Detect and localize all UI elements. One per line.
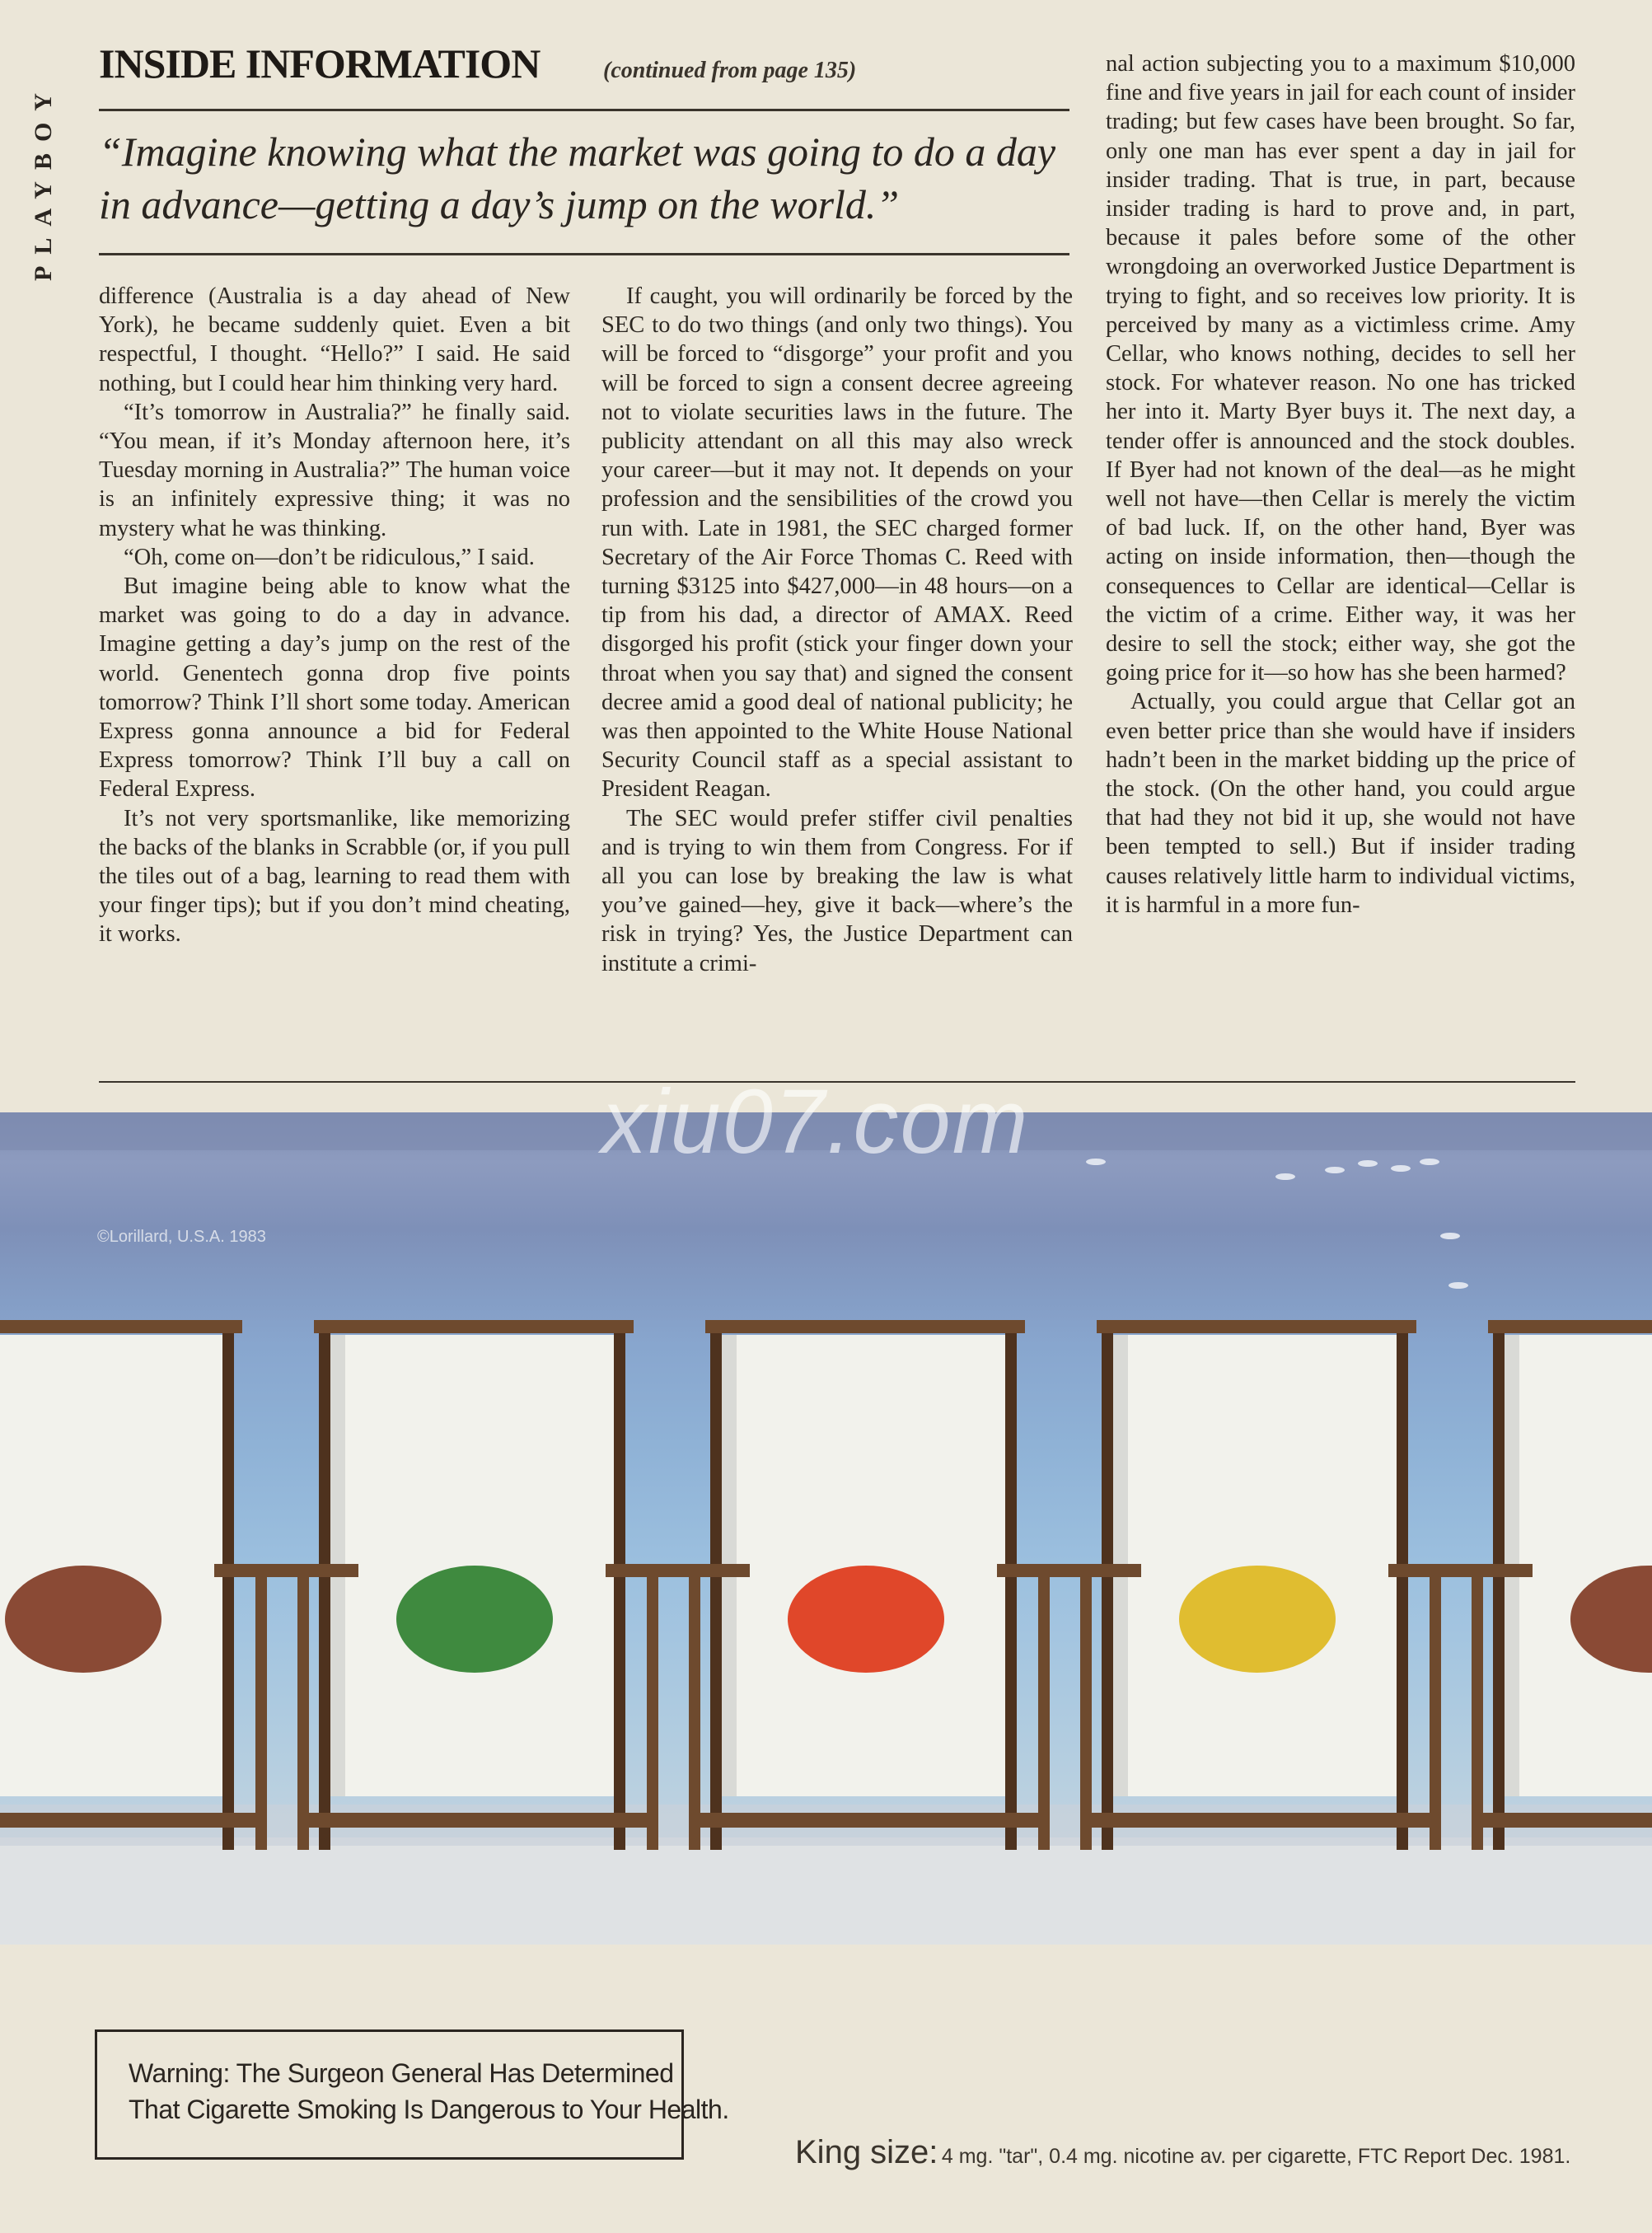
section-title: INSIDE INFORMATION	[99, 40, 541, 87]
chair-color-dot	[788, 1566, 944, 1673]
seagull	[1275, 1173, 1295, 1180]
chair-front-leg	[647, 1574, 658, 1850]
seagull	[1325, 1167, 1345, 1173]
article-paragraph: If caught, you will ordinarily be forced by the SEC to do two things (and only two things). You will be forced to “disgorge” your profit and you will be forced to sign a consent decree agreeing not to violate securities laws in the future. The publicity attendant on all this may also wreck your career—but it may not. It depends on your profession and the sensibilities of the crowd you run with. Late in 1981, the SEC charged former Secretary of the Air Force Thomas C. Reed with turning $3125 into $427,000—in 48 hours—on a tip from his dad, a director of AMAX. Reed disgorged his profit (stick your finger down your throat when you say that) and signed the consent decree amid a good deal of national publicity; he was then appointed to the White House National Security Council staff as a special assistant to President Reagan.	[601, 283, 1073, 803]
article-paragraph: The SEC would prefer stiffer civil penalties and is trying to win them from Congress. For if all you can lose by breaking the law is what you’ve gained—hey, give it back—where’s the risk in trying? Yes, the Justice Department can institute a crimi-	[601, 805, 1073, 976]
article-paragraph: Actually, you could argue that Cellar got an even better price than she would have if insiders hadn’t been in the market bidding up the price of the stock. (On the other hand, you could argue that had they not bid it up, she would not have been tempted to sell.) But if insider trading causes relatively little harm to individual victims, it is harmful in a more fun-	[1106, 689, 1575, 918]
article-paragraph: “Oh, come on—don’t be ridiculous,” I said.	[124, 544, 535, 570]
magazine-spine-label	[23, 45, 64, 317]
chair-rear-leg	[1102, 1322, 1113, 1850]
ad-copyright: ©Lorillard, U.S.A. 1983	[97, 1228, 266, 1246]
chair-top-bar	[1097, 1320, 1416, 1333]
article-column-3	[1106, 49, 1575, 920]
article-column-2	[601, 282, 1073, 978]
seagull	[1358, 1160, 1378, 1167]
watermark-text: xiu07.com	[601, 1071, 1030, 1173]
chair-armrest	[659, 1564, 750, 1577]
tar-label: King size:	[795, 2134, 938, 2170]
article-column-1	[99, 282, 570, 949]
chair-armrest	[268, 1564, 358, 1577]
seagull	[1448, 1282, 1468, 1289]
chair-front-leg	[1038, 1574, 1050, 1850]
chair-rear-leg	[319, 1322, 330, 1850]
surgeon-general-warning	[95, 2029, 729, 2160]
chair-rear-leg	[1005, 1322, 1017, 1850]
chair-rear-leg	[710, 1322, 722, 1850]
chair-front-leg	[689, 1574, 700, 1850]
chair-color-dot	[5, 1566, 161, 1673]
warning-line-2: That Cigarette Smoking Is Dangerous to Your Health.	[129, 2095, 729, 2124]
pull-quote: “Imagine knowing what the market was going to do a day in advance—getting a day’s jump on the world.”	[99, 129, 1056, 227]
seagull	[1086, 1159, 1106, 1165]
chair-fabric	[330, 1335, 614, 1796]
chair-fabric	[1113, 1335, 1397, 1796]
chair-top-bar	[705, 1320, 1025, 1333]
chair-front-leg	[1080, 1574, 1092, 1850]
chair-seat-bar	[700, 1813, 1046, 1828]
warning-line-1: Warning: The Surgeon General Has Determined	[129, 2058, 674, 2088]
article-paragraph: difference (Australia is a day ahead of New York), he became suddenly quiet. Even a bit respectful, I thought. “Hello?” I said. He said nothing, but I could hear him thinking very hard.	[99, 283, 570, 396]
chair-color-dot	[396, 1566, 553, 1673]
article-paragraph: nal action subjecting you to a maximum $10,000 fine and five years in jail for each count of insider trading; but few cases have been brought. So far, only one man has ever spent a day in jail for insider trading. That is true, in part, because insider trading is hard to prove and, in part, because it pales before some of the other wrongdoing an overworked Justice Department is trying to fight, and so receives low priority. It is perceived by many as a victimless crime. Amy Cellar, who knows nothing, decides to sell her stock. For whatever reason. No one has tricked her into it. Marty Byer buys it. The next day, a tender offer is announced and the stock doubles. If Byer had not known of the deal—as he might well not have—then Cellar is merely the victim of bad luck. If, on the other hand, Byer was acting on inside information, then—though the consequences to Cellar are identical—Cellar is the victim of a crime. Either way, it was her desire to sell the stock; either way, she got the going price for it—so how has she been harmed?	[1106, 51, 1575, 686]
continued-note: (continued from page 135)	[603, 58, 857, 83]
chair-color-dot	[1179, 1566, 1336, 1673]
chair-seat-bar	[1483, 1813, 1652, 1828]
chair-seat-bar	[1092, 1813, 1438, 1828]
chair-rear-leg	[1493, 1322, 1505, 1850]
chair-armrest	[1051, 1564, 1141, 1577]
chair-top-bar	[1488, 1320, 1652, 1333]
chair-rear-leg	[1397, 1322, 1408, 1850]
chair-fabric	[0, 1335, 222, 1796]
chair-top-bar	[314, 1320, 634, 1333]
chair-front-leg	[255, 1574, 267, 1850]
tar-nicotine-statement	[795, 2134, 1570, 2171]
chair-seat-bar	[0, 1813, 264, 1828]
chair-front-leg	[297, 1574, 309, 1850]
chair-fabric	[722, 1335, 1005, 1796]
chair-front-leg	[1430, 1574, 1441, 1850]
chair-rear-leg	[614, 1322, 625, 1850]
chair-group	[0, 1159, 1652, 1850]
article-paragraph: “It’s tomorrow in Australia?” he finally said. “You mean, if it’s Monday afternoon here, it’s Tuesday morning in Australia?” The human voice is an infinitely expressive thing; it was no mystery what he was thinking.	[99, 399, 570, 541]
article-paragraph: It’s not very sportsmanlike, like memorizing the backs of the blanks in Scrabble (or, if you pull the tiles out of a bag, learning to read them with your finger tips); but if you don’t mind cheating, it works.	[99, 805, 570, 948]
chair-seat-bar	[309, 1813, 655, 1828]
seagull	[1440, 1233, 1460, 1239]
chair-top-bar	[0, 1320, 242, 1333]
seagull	[1420, 1159, 1439, 1165]
chair-rear-leg	[222, 1322, 234, 1850]
chair-armrest	[1442, 1564, 1533, 1577]
chair-front-leg	[1472, 1574, 1483, 1850]
header-rule	[99, 109, 1069, 111]
seagull	[1391, 1165, 1411, 1172]
spine-text: PLAYBOY	[30, 82, 58, 281]
article-paragraph: But imagine being able to know what the market was going to do a day in advance. Imagine getting a day’s jump on the rest of the world. Genentech gonna drop five points tomorrow? Think I’ll short some today. American Express gonna announce a bid for Federal Express tomorrow? Think I’ll buy a call on Federal Express.	[99, 573, 570, 803]
tar-text: 4 mg. "tar", 0.4 mg. nicotine av. per cigarette, FTC Report Dec. 1981.	[941, 2145, 1571, 2168]
pull-quote-rule	[99, 253, 1069, 255]
